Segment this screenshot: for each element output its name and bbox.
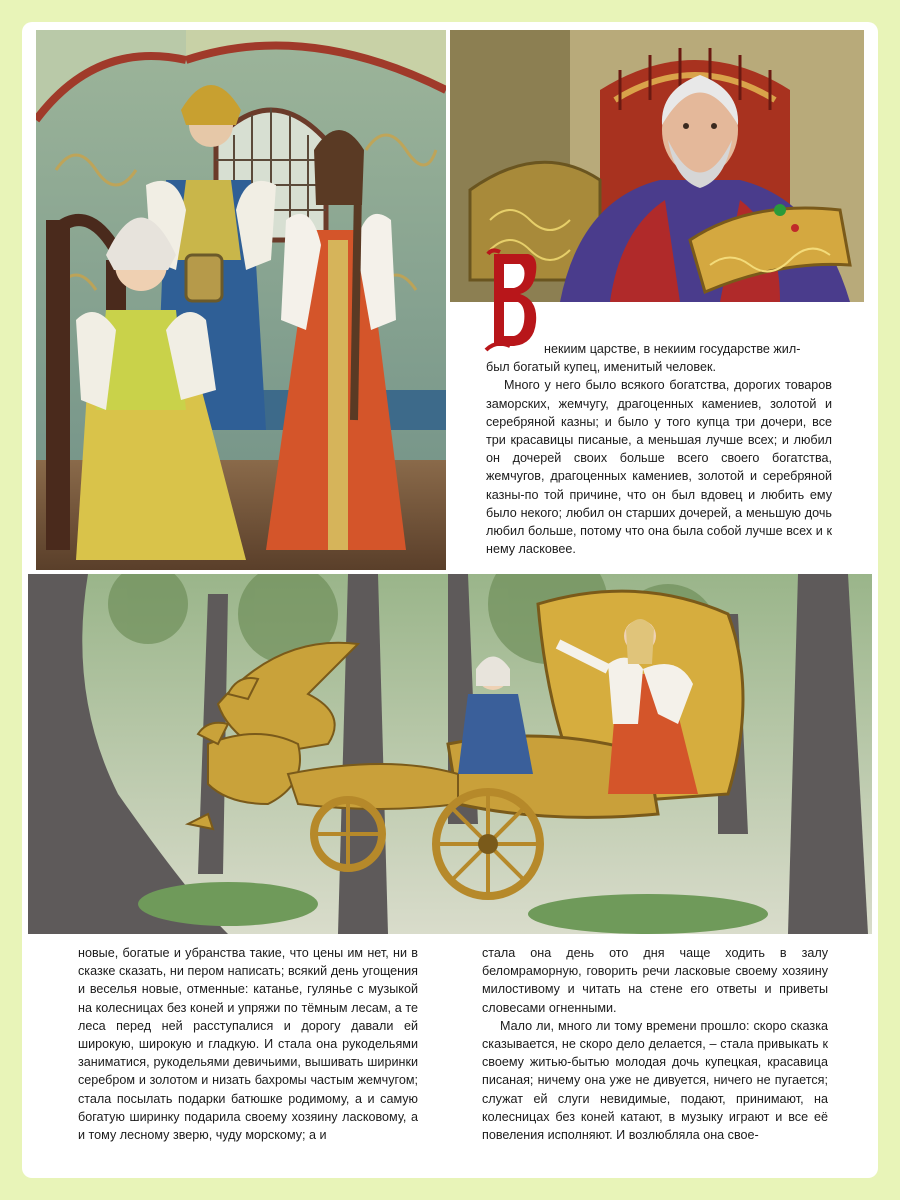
story-right-paragraph-1: стала она день ото дня чаще ходить в залу беломраморную, говорить речи ласковые своему хозяину милостивому и читать на стене его ответы и приветы словесами огненными.: [482, 946, 828, 1015]
story-left-paragraph: новые, богатые и убранства такие, что цены им нет, ни в сказке сказать, ни пером написать; всякий день угощения и веселья новые, отменные: катанье, гулянье с музыкой на колесницах без коней и упряжи по тёмным лесам, а те леса перед ней расступалися и дорогу давали ей широкую, широкую и гладкую. И стала она рукодельями заниматися, рукодельями девичьими, вышивать ширинки серебром и золотом и низать бахромы частым жемчугом; стала посылать подарки батюшке родимому, а и самую богатую ширинку подарила своему хозяину ласковому, а и тому лесному зверю, чуду морскому; а и: [78, 946, 418, 1143]
story-text-bottom-left: [78, 944, 418, 1144]
drop-cap-letter: [484, 246, 540, 354]
drop-cap-art: [484, 246, 540, 354]
story-text-top: [486, 340, 832, 558]
book-page: [22, 22, 878, 1178]
story-text-bottom-right: [482, 944, 828, 1144]
golden-carriage-in-forest-illustration: [28, 574, 872, 934]
story-first-paragraph-rest: был богатый купец, именитый человек.: [486, 360, 716, 375]
sisters-art: [36, 30, 446, 570]
story-first-line: некиим царстве, в некиим государстве жил-: [544, 342, 801, 356]
story-right-paragraph-2: Мало ли, много ли тому времени прошло: скоро сказка сказывается, не скоро дело делается, – стала привыкать к своему житью-бытью молодая дочь купецкая, красавица писаная; ничему она уже не дивуется, ничего не пугается; служат ей слуги невидимые, подают, принимают, на колесницах без коней катают, в музыку играют и все её повеления исполняют. И возлюбляла она свое-: [482, 1018, 828, 1143]
three-sisters-illustration: [36, 30, 446, 570]
story-second-paragraph: Много у него было всякого богатства, дорогих товаров заморских, жемчугу, драгоценных камениев, золотой и серебряной казны; и было у того купца три дочери, все три красавицы писаные, а меньшая лучше всех; и любил он дочерей своих больше всего своего богатства, жемчугов, драгоценных камениев, золотой и серебряной казны-по той причине, что он был вдовец и любить ему было некого; любил он старших дочерей, а меньшую дочь любил больше, потому что она была собой лучше всех и к нему ласковее.: [486, 378, 832, 557]
forest-art: [28, 574, 872, 934]
